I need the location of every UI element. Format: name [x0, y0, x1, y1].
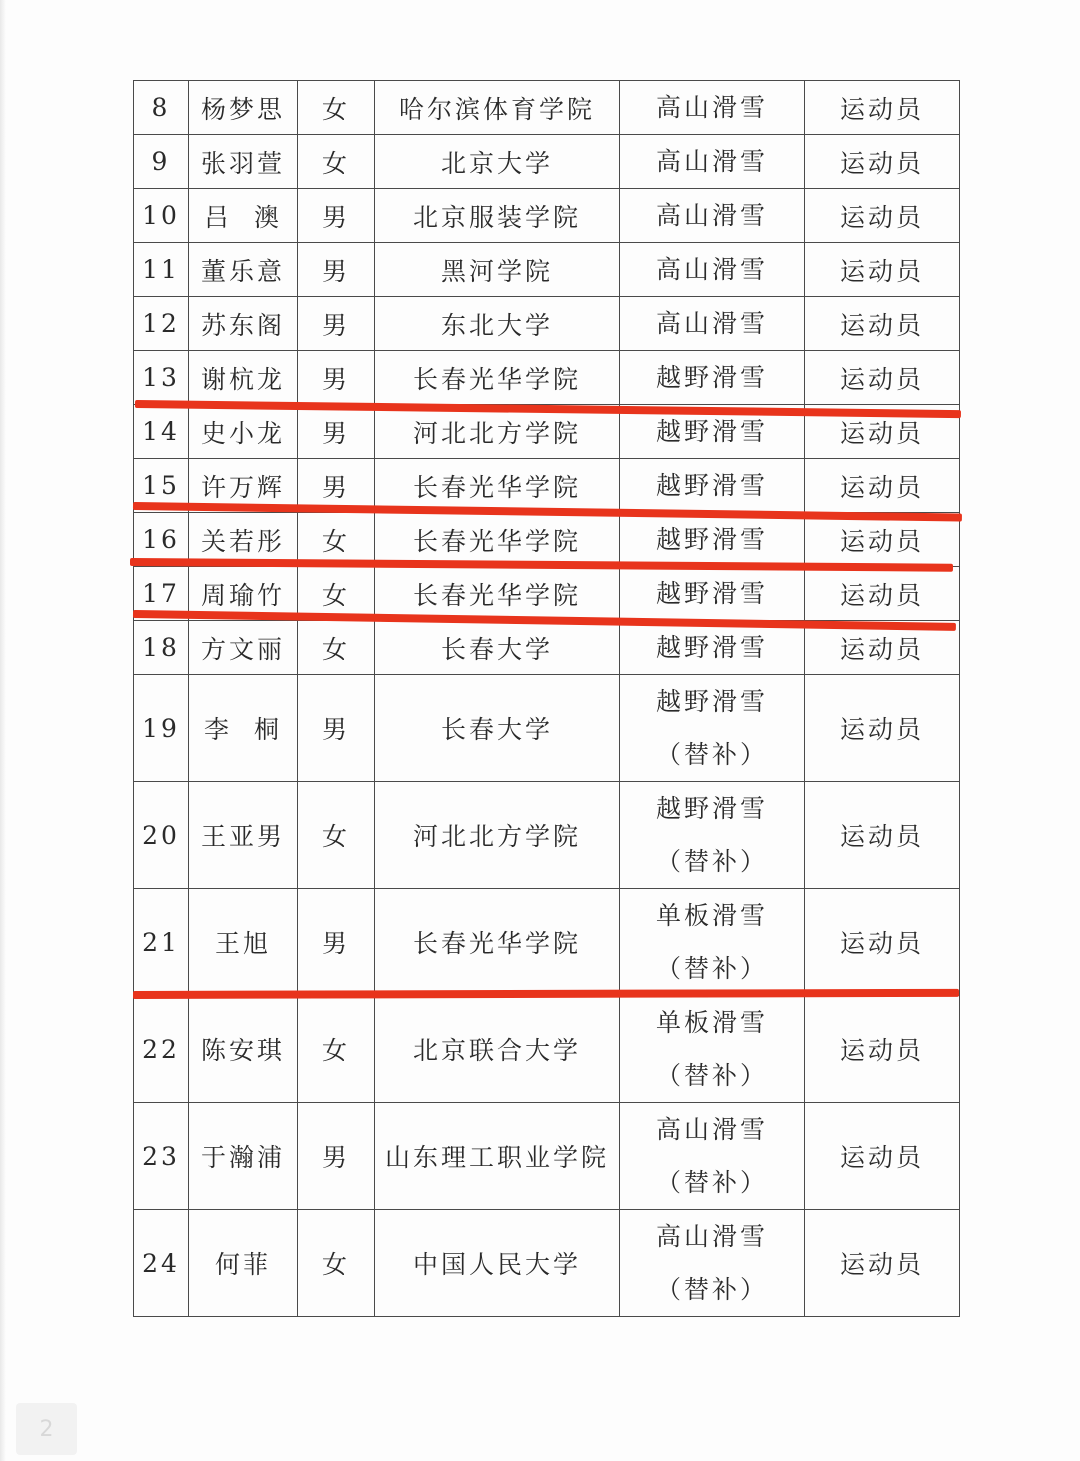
athlete-gender: 女: [298, 567, 375, 621]
table-row: [134, 189, 960, 243]
table-row: [134, 243, 960, 297]
event-name: 高山滑雪: [655, 1222, 768, 1251]
row-number: 23: [134, 1103, 189, 1210]
athlete-event: [620, 889, 805, 996]
athlete-role: 运动员: [805, 189, 960, 243]
athlete-role: 运动员: [805, 889, 960, 996]
athlete-gender: 男: [298, 459, 375, 513]
row-number: 19: [134, 675, 189, 782]
athlete-school: 黑河学院: [375, 243, 620, 297]
athlete-event: [620, 996, 805, 1103]
athlete-gender: 男: [298, 405, 375, 459]
row-number: 22: [134, 996, 189, 1103]
athlete-school: 北京大学: [375, 135, 620, 189]
scan-edge-left: [0, 0, 6, 1461]
substitute-note: （替补）: [655, 1061, 768, 1090]
event-name: 越野滑雪: [655, 579, 768, 608]
athlete-school: 北京联合大学: [375, 996, 620, 1103]
substitute-note: （替补）: [655, 954, 768, 983]
row-number: 14: [134, 405, 189, 459]
athlete-gender: 女: [298, 513, 375, 567]
table-row: [134, 81, 960, 135]
athlete-gender: 男: [298, 351, 375, 405]
row-number: 21: [134, 889, 189, 996]
table-row: [134, 135, 960, 189]
athlete-name: 苏东阁: [189, 297, 298, 351]
athlete-name: 董乐意: [189, 243, 298, 297]
row-number: 12: [134, 297, 189, 351]
athlete-school: 河北北方学院: [375, 405, 620, 459]
athlete-role: 运动员: [805, 243, 960, 297]
table-row: [134, 1103, 960, 1210]
athlete-gender: 女: [298, 782, 375, 889]
athlete-gender: 男: [298, 1103, 375, 1210]
row-number: 16: [134, 513, 189, 567]
athlete-roster-table: [133, 80, 960, 1317]
event-name: 单板滑雪: [655, 901, 768, 930]
athlete-role: 运动员: [805, 1103, 960, 1210]
row-number: 8: [134, 81, 189, 135]
roster-body: [134, 81, 960, 1317]
athlete-role: 运动员: [805, 782, 960, 889]
athlete-event: [620, 351, 805, 405]
athlete-school: 长春光华学院: [375, 513, 620, 567]
athlete-role: 运动员: [805, 621, 960, 675]
athlete-gender: 男: [298, 889, 375, 996]
athlete-gender: 男: [298, 243, 375, 297]
athlete-gender: 女: [298, 81, 375, 135]
athlete-gender: 女: [298, 996, 375, 1103]
table-row: [134, 675, 960, 782]
athlete-event: [620, 135, 805, 189]
athlete-name: 许万辉: [189, 459, 298, 513]
page-number-badge: [16, 1403, 77, 1455]
athlete-event: [620, 297, 805, 351]
athlete-name: 谢杭龙: [189, 351, 298, 405]
athlete-role: 运动员: [805, 81, 960, 135]
athlete-school: 长春光华学院: [375, 567, 620, 621]
row-number: 9: [134, 135, 189, 189]
substitute-note: （替补）: [655, 1275, 768, 1304]
athlete-school: 哈尔滨体育学院: [375, 81, 620, 135]
athlete-event: [620, 567, 805, 621]
athlete-gender: 男: [298, 297, 375, 351]
row-number: 11: [134, 243, 189, 297]
event-name: 高山滑雪: [655, 309, 768, 338]
event-name: 越野滑雪: [655, 417, 768, 446]
athlete-role: 运动员: [805, 1210, 960, 1317]
athlete-name: 方文丽: [189, 621, 298, 675]
athlete-event: [620, 675, 805, 782]
row-number: 20: [134, 782, 189, 889]
row-number: 24: [134, 1210, 189, 1317]
athlete-role: 运动员: [805, 297, 960, 351]
athlete-role: 运动员: [805, 459, 960, 513]
table-row: [134, 782, 960, 889]
athlete-role: 运动员: [805, 405, 960, 459]
event-name: 越野滑雪: [655, 794, 768, 823]
table-row: [134, 889, 960, 996]
athlete-name: 王旭: [189, 889, 298, 996]
athlete-name: 吕 澳: [189, 189, 298, 243]
substitute-note: （替补）: [655, 1168, 768, 1197]
athlete-name: 史小龙: [189, 405, 298, 459]
event-name: 越野滑雪: [655, 687, 768, 716]
athlete-name: 何菲: [189, 1210, 298, 1317]
athlete-role: 运动员: [805, 135, 960, 189]
athlete-gender: 女: [298, 1210, 375, 1317]
athlete-name: 陈安琪: [189, 996, 298, 1103]
athlete-gender: 男: [298, 675, 375, 782]
event-name: 越野滑雪: [655, 363, 768, 392]
event-name: 单板滑雪: [655, 1008, 768, 1037]
athlete-school: 东北大学: [375, 297, 620, 351]
event-name: 越野滑雪: [655, 633, 768, 662]
row-number: 15: [134, 459, 189, 513]
athlete-gender: 女: [298, 135, 375, 189]
athlete-event: [620, 459, 805, 513]
athlete-event: [620, 1103, 805, 1210]
athlete-event: [620, 243, 805, 297]
athlete-school: 长春大学: [375, 621, 620, 675]
athlete-name: 张羽萱: [189, 135, 298, 189]
athlete-school: 长春光华学院: [375, 889, 620, 996]
athlete-name: 于瀚浦: [189, 1103, 298, 1210]
row-number: 13: [134, 351, 189, 405]
athlete-role: 运动员: [805, 351, 960, 405]
substitute-note: （替补）: [655, 847, 768, 876]
event-name: 高山滑雪: [655, 93, 768, 122]
athlete-event: [620, 189, 805, 243]
athlete-role: 运动员: [805, 675, 960, 782]
athlete-name: 周瑜竹: [189, 567, 298, 621]
athlete-school: 长春光华学院: [375, 459, 620, 513]
athlete-gender: 女: [298, 621, 375, 675]
event-name: 越野滑雪: [655, 471, 768, 500]
table-row: [134, 351, 960, 405]
athlete-event: [620, 513, 805, 567]
athlete-school: 长春光华学院: [375, 351, 620, 405]
substitute-note: （替补）: [655, 740, 768, 769]
table-row: [134, 1210, 960, 1317]
event-name: 高山滑雪: [655, 1115, 768, 1144]
athlete-gender: 男: [298, 189, 375, 243]
table-row: [134, 297, 960, 351]
athlete-name: 关若彤: [189, 513, 298, 567]
athlete-event: [620, 621, 805, 675]
athlete-school: 河北北方学院: [375, 782, 620, 889]
athlete-school: 长春大学: [375, 675, 620, 782]
athlete-school: 山东理工职业学院: [375, 1103, 620, 1210]
athlete-school: 北京服装学院: [375, 189, 620, 243]
row-number: 10: [134, 189, 189, 243]
row-number: 18: [134, 621, 189, 675]
row-number: 17: [134, 567, 189, 621]
athlete-name: 杨梦思: [189, 81, 298, 135]
athlete-role: 运动员: [805, 996, 960, 1103]
event-name: 高山滑雪: [655, 255, 768, 284]
page-number: 2: [39, 1416, 54, 1442]
athlete-event: [620, 81, 805, 135]
event-name: 高山滑雪: [655, 201, 768, 230]
athlete-name: 王亚男: [189, 782, 298, 889]
event-name: 越野滑雪: [655, 525, 768, 554]
athlete-event: [620, 782, 805, 889]
athlete-name: 李 桐: [189, 675, 298, 782]
athlete-school: 中国人民大学: [375, 1210, 620, 1317]
athlete-role: 运动员: [805, 513, 960, 567]
event-name: 高山滑雪: [655, 147, 768, 176]
table-row: [134, 996, 960, 1103]
athlete-role: 运动员: [805, 567, 960, 621]
athlete-event: [620, 1210, 805, 1317]
